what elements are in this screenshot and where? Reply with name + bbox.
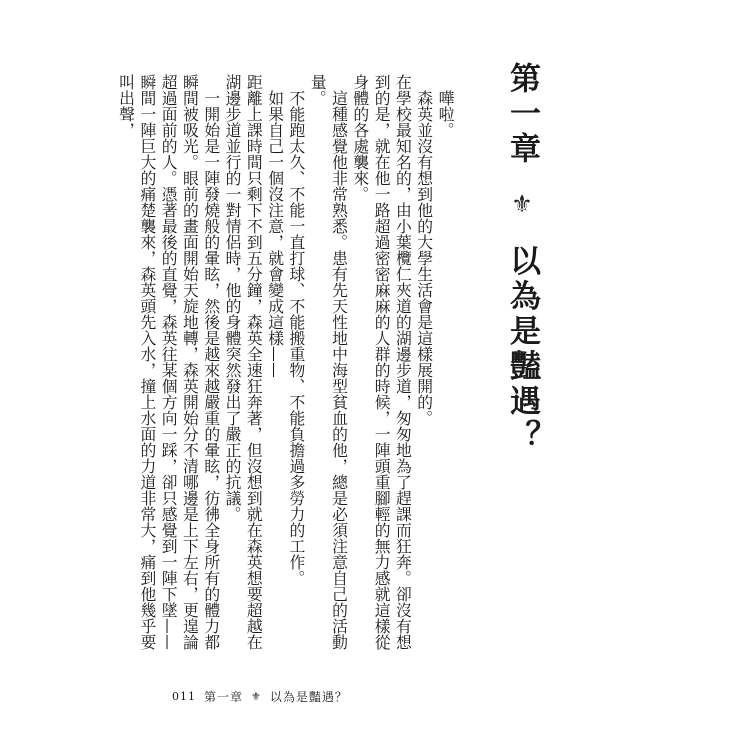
page-number: 011 bbox=[172, 690, 196, 703]
paragraph: 森英並沒有想到他的大學生活會是這樣展開的。 bbox=[414, 89, 434, 426]
running-footer bbox=[172, 688, 348, 705]
paragraph: 如果自己一個沒注意，就會變成這樣—— bbox=[265, 89, 285, 378]
paragraph: 距離上課時間只剩下不到五分鐘，森英全速狂奔著，但沒想到就在森英想要超越在湖邊步道並行的一對情侶時，他的身體突然發出了嚴正的抗議。 bbox=[223, 74, 264, 650]
fleur-de-lis-icon: ⚜ bbox=[508, 189, 536, 222]
paragraph: 在學校最知名的，由小葉欖仁夾道的湖邊步道，匆匆地為了趕課而狂奔。卻沒有想到的是，就在他一路超過密密麻麻的人群的時候，一陣頭重腳輕的無力感就這樣從身體的各處襲來。 bbox=[350, 74, 413, 650]
paragraph: 一開始是一陣發燒般的暈眩，然後是越來越嚴重的暈眩，彷彿全身所有的體力都瞬間被吸光。眼前的畫面開始天旋地轉，森英開始分不清哪邊是上下左右，更遑論超過面前的人。憑著最後的直覺，森英往某個方向一踩，卻只感覺到一陣下墜—— bbox=[159, 74, 221, 650]
footer-fleur-de-lis-icon: ⚜ bbox=[251, 690, 262, 703]
footer-chapter-label: 第一章 bbox=[204, 690, 244, 704]
chapter-heading bbox=[500, 62, 544, 455]
chapter-label: 第一章 bbox=[504, 62, 540, 167]
paragraph: 這種感覺他非常熟悉。患有先天性地中海型貧血的他，總是必須注意自己的活動量。 bbox=[308, 74, 349, 650]
paragraph: 不能跑太久、不能一直打球、不能搬重物、不能負擔過多勞力的工作。 bbox=[286, 89, 306, 586]
paragraph: 嘩啦。 bbox=[436, 89, 455, 138]
body-text bbox=[116, 74, 456, 654]
chapter-title-text: 以為是豔遇？ bbox=[504, 244, 540, 455]
paragraph: 瞬間一陣巨大的痛楚襲來，森英頭先入水，撞上水面的力道非常大，痛到他幾乎要叫出聲， bbox=[116, 74, 157, 650]
footer-chapter-title: 以為是豔遇？ bbox=[269, 690, 348, 704]
